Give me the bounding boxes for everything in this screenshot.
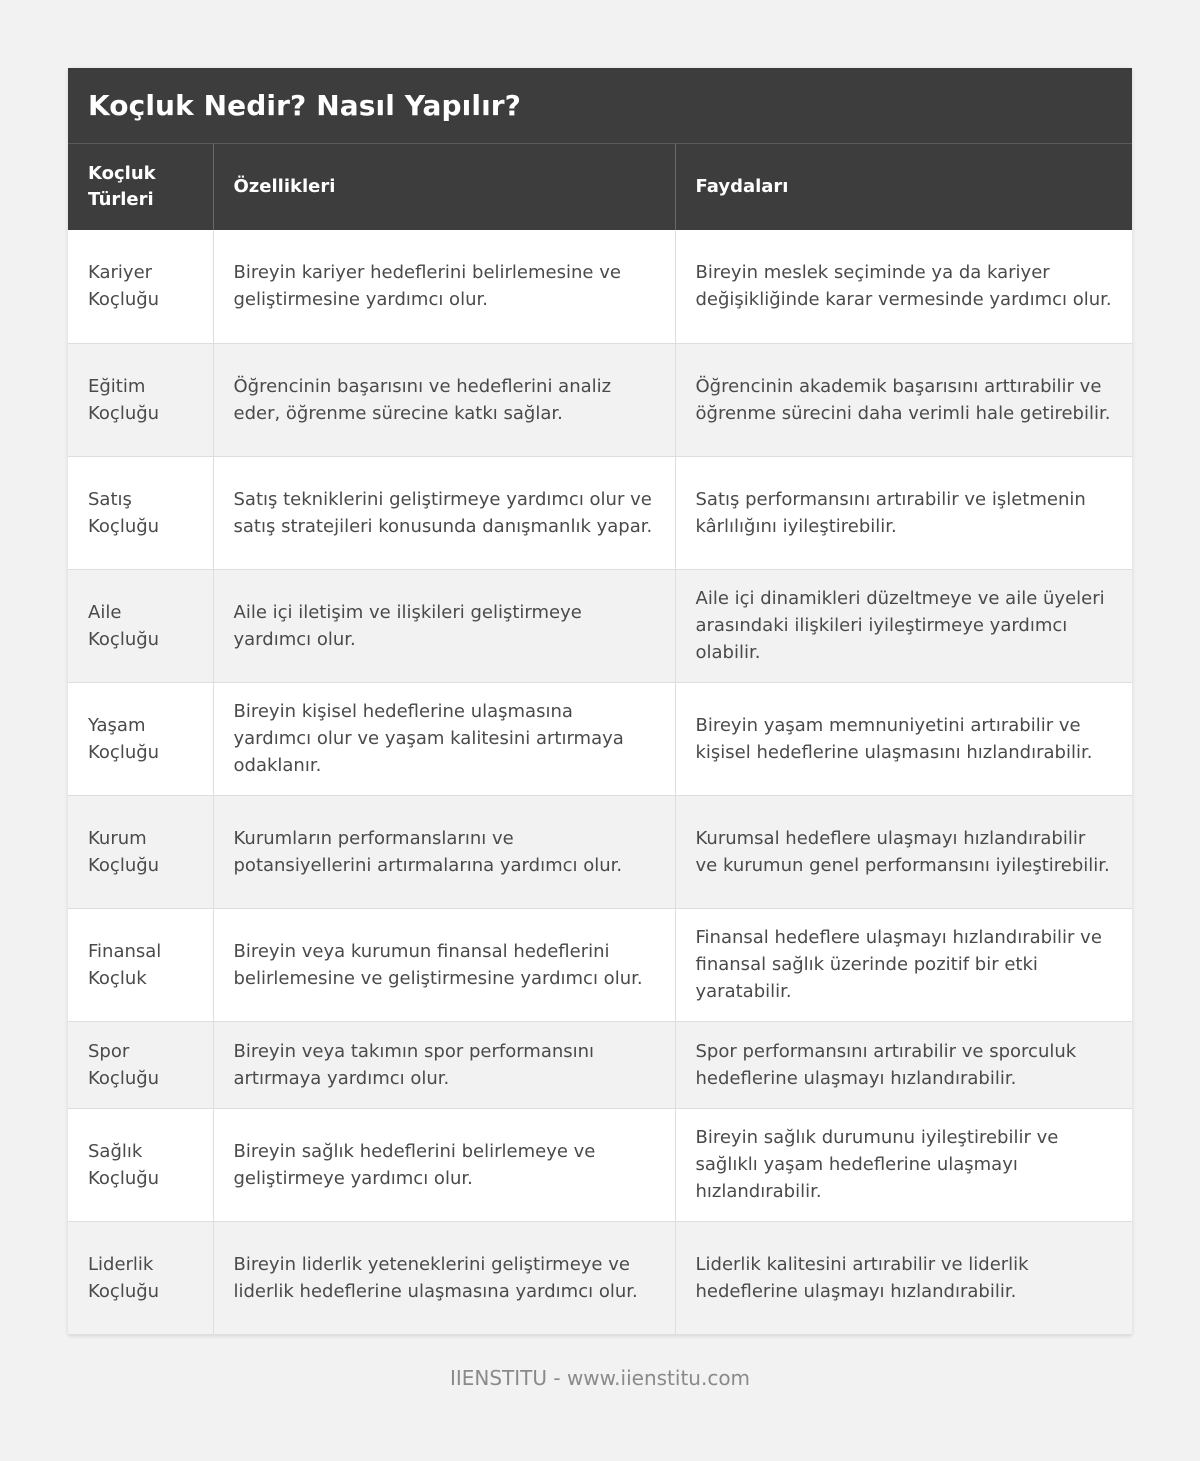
cell-features: Bireyin veya kurumun finansal hedeflerini belirlemesine ve geliştirmesine yardımcı olur. — [213, 908, 675, 1021]
table-row — [68, 1021, 1132, 1108]
coaching-table — [68, 144, 1132, 1335]
cell-features: Bireyin veya takımın spor performansını artırmaya yardımcı olur. — [213, 1021, 675, 1108]
cell-features: Aile içi iletişim ve ilişkileri geliştirmeye yardımcı olur. — [213, 569, 675, 682]
cell-benefits: Bireyin sağlık durumunu iyileştirebilir ve sağlıklı yaşam hedeflerine ulaşmayı hızlandırabilir. — [675, 1108, 1132, 1221]
cell-type: Aile Koçluğu — [68, 569, 213, 682]
cell-benefits: Satış performansını artırabilir ve işletmenin kârlılığını iyileştirebilir. — [675, 456, 1132, 569]
table-row — [68, 456, 1132, 569]
cell-features: Bireyin kariyer hedeflerini belirlemesine ve geliştirmesine yardımcı olur. — [213, 230, 675, 343]
header-features: Özellikleri — [213, 144, 675, 230]
cell-benefits: Öğrencinin akademik başarısını arttırabilir ve öğrenme sürecini daha verimli hale getirebilir. — [675, 343, 1132, 456]
header-type: Koçluk Türleri — [68, 144, 213, 230]
table-row — [68, 569, 1132, 682]
table-row — [68, 343, 1132, 456]
table-row — [68, 230, 1132, 343]
cell-features: Satış tekniklerini geliştirmeye yardımcı olur ve satış stratejileri konusunda danışmanlık yapar. — [213, 456, 675, 569]
cell-benefits: Finansal hedeflere ulaşmayı hızlandırabilir ve finansal sağlık üzerinde pozitif bir etki yaratabilir. — [675, 908, 1132, 1021]
cell-benefits: Bireyin yaşam memnuniyetini artırabilir ve kişisel hedeflerine ulaşmasını hızlandırabilir. — [675, 682, 1132, 795]
cell-features: Bireyin sağlık hedeflerini belirlemeye ve geliştirmeye yardımcı olur. — [213, 1108, 675, 1221]
cell-type: Liderlik Koçluğu — [68, 1221, 213, 1334]
table-row — [68, 1108, 1132, 1221]
table-row — [68, 795, 1132, 908]
cell-benefits: Kurumsal hedeflere ulaşmayı hızlandırabilir ve kurumun genel performansını iyileştirebilir. — [675, 795, 1132, 908]
cell-benefits: Bireyin meslek seçiminde ya da kariyer değişikliğinde karar vermesinde yardımcı olur. — [675, 230, 1132, 343]
cell-benefits: Liderlik kalitesini artırabilir ve liderlik hedeflerine ulaşmayı hızlandırabilir. — [675, 1221, 1132, 1334]
table-row — [68, 682, 1132, 795]
cell-features: Kurumların performanslarını ve potansiyellerini artırmalarına yardımcı olur. — [213, 795, 675, 908]
page-title: Koçluk Nedir? Nasıl Yapılır? — [88, 89, 522, 122]
cell-benefits: Aile içi dinamikleri düzeltmeye ve aile üyeleri arasındaki ilişkileri iyileştirmeye yardımcı olabilir. — [675, 569, 1132, 682]
cell-features: Bireyin kişisel hedeflerine ulaşmasına yardımcı olur ve yaşam kalitesini artırmaya odaklanır. — [213, 682, 675, 795]
table-card — [68, 68, 1132, 1335]
title-bar — [68, 68, 1132, 144]
cell-features: Öğrencinin başarısını ve hedeflerini analiz eder, öğrenme sürecine katkı sağlar. — [213, 343, 675, 456]
table-row — [68, 908, 1132, 1021]
table-header-row — [68, 144, 1132, 230]
cell-features: Bireyin liderlik yeteneklerini geliştirmeye ve liderlik hedeflerine ulaşmasına yardımcı olur. — [213, 1221, 675, 1334]
cell-benefits: Spor performansını artırabilir ve sporculuk hedeflerine ulaşmayı hızlandırabilir. — [675, 1021, 1132, 1108]
table-row — [68, 1221, 1132, 1334]
cell-type: Sağlık Koçluğu — [68, 1108, 213, 1221]
header-benefits: Faydaları — [675, 144, 1132, 230]
cell-type: Satış Koçluğu — [68, 456, 213, 569]
cell-type: Finansal Koçluk — [68, 908, 213, 1021]
cell-type: Spor Koçluğu — [68, 1021, 213, 1108]
cell-type: Yaşam Koçluğu — [68, 682, 213, 795]
cell-type: Kurum Koçluğu — [68, 795, 213, 908]
cell-type: Kariyer Koçluğu — [68, 230, 213, 343]
footer-credit: IIENSTITU - www.iienstitu.com — [449, 1366, 751, 1390]
cell-type: Eğitim Koçluğu — [68, 343, 213, 456]
